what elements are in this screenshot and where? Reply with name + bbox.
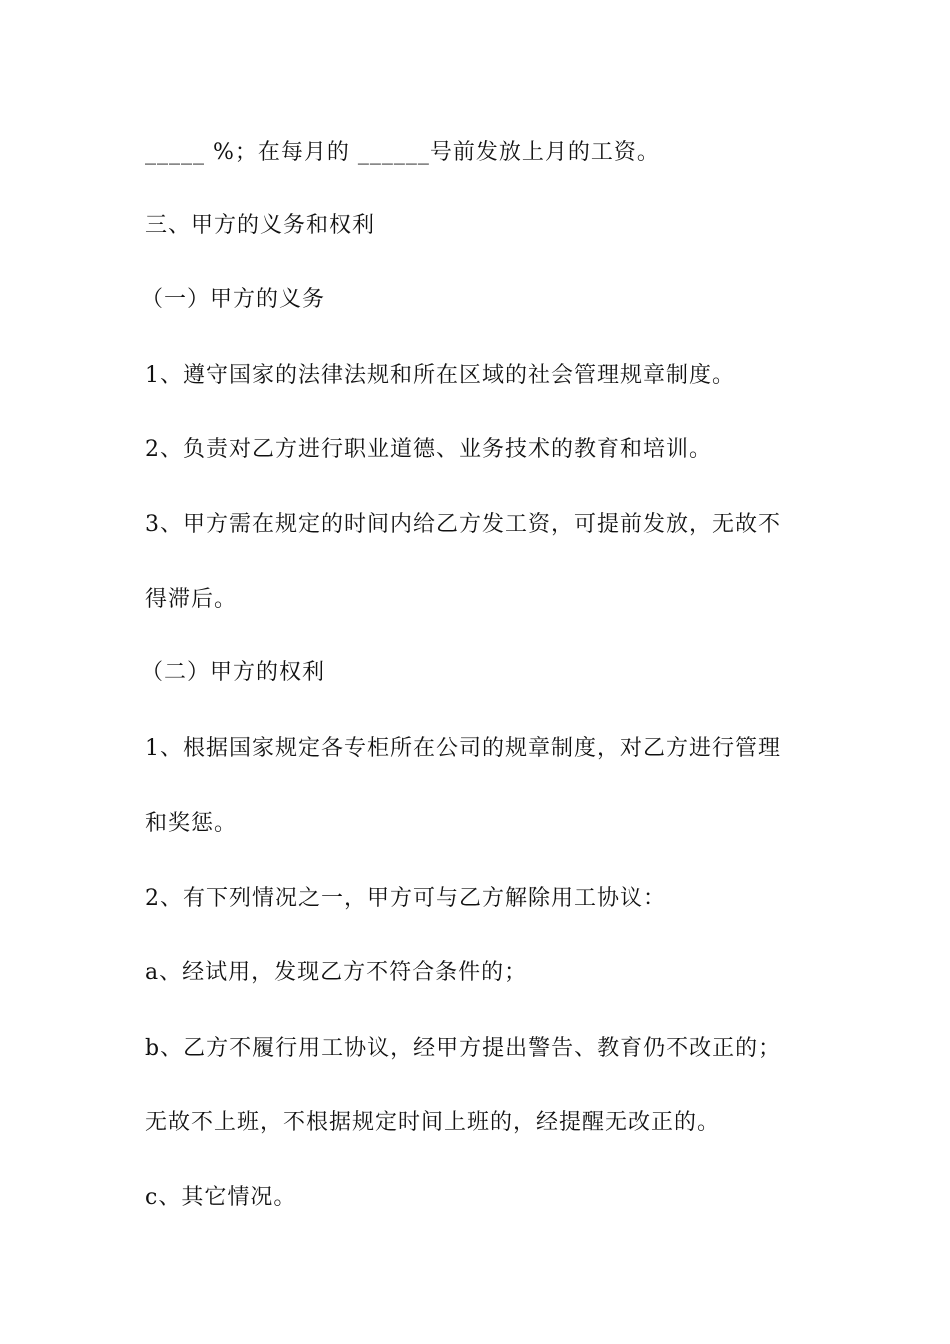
salary-payment-line: _____ %；在每月的 ______号前发放上月的工资。 <box>145 140 660 165</box>
duty-item-3-continued: 得滞后。 <box>145 587 238 612</box>
duty-item-1: 1、遵守国家的法律法规和所在区域的社会管理规章制度。 <box>145 363 735 388</box>
right-item-2-b-continued: 无故不上班，不根据规定时间上班的，经提醒无改正的。 <box>145 1110 721 1135</box>
right-item-2-c: c、其它情况。 <box>145 1185 297 1210</box>
section-heading-party-a: 三、甲方的义务和权利 <box>145 213 376 238</box>
right-item-1-continued: 和奖惩。 <box>145 811 238 836</box>
subheading-party-a-rights: （二）甲方的权利 <box>141 660 326 685</box>
right-item-2-a: a、经试用，发现乙方不符合条件的； <box>145 960 528 985</box>
right-item-2: 2、有下列情况之一，甲方可与乙方解除用工协议： <box>145 886 666 911</box>
subheading-party-a-duties: （一）甲方的义务 <box>141 287 326 312</box>
right-item-1: 1、根据国家规定各专柜所在公司的规章制度，对乙方进行管理 <box>145 736 781 761</box>
duty-item-2: 2、负责对乙方进行职业道德、业务技术的教育和培训。 <box>145 437 712 462</box>
right-item-2-b: b、乙方不履行用工协议，经甲方提出警告、教育仍不改正的； <box>145 1036 782 1061</box>
duty-item-3: 3、甲方需在规定的时间内给乙方发工资，可提前发放，无故不 <box>145 512 781 537</box>
